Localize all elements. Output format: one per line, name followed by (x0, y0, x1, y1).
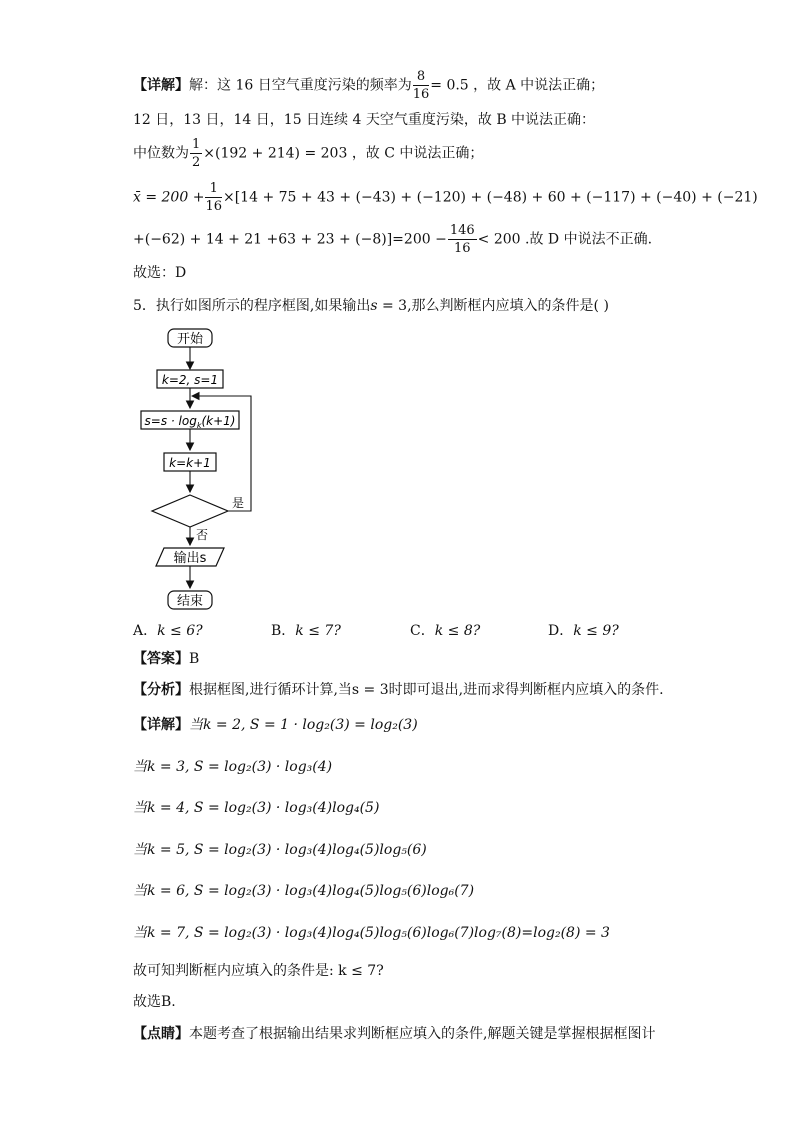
start-label: 开始 (176, 332, 204, 347)
option-b[interactable]: B．k ≤ 7? (271, 623, 341, 639)
fraction: $\frac{1}{16}$ (205, 181, 222, 214)
detail-conclusion: 故可知判断框内应填入的条件是: k ≤ 7? (133, 963, 384, 979)
text: = 0.5 ，故 A 中说法正确； (430, 77, 605, 94)
option-c[interactable]: C．k ≤ 8? (410, 623, 481, 639)
detail-step-k2: 【详解】当k = 2, S = 1 · log₂(3) = log₂(3) (133, 717, 418, 733)
fraction: $\frac{1}{2}$ (192, 137, 201, 170)
detail-step-k3: 当k = 3, S = log₂(3) · log₃(4) (133, 759, 333, 775)
output-label: 输出s (173, 551, 207, 566)
detail-line-mean-2: +(−62) + 14 + 21 +63 + 23 + (−8)]=200 − $\frac{146}{16}$ < 200 .故 D 中说法不正确. (133, 223, 653, 256)
detail-step-k5: 当k = 5, S = log₂(3) · log₃(4)log₄(5)log₅(6) (133, 842, 427, 858)
detail-step-k6: 当k = 6, S = log₂(3) · log₃(4)log₄(5)log₅(6)log₆(7) (133, 883, 475, 899)
option-a[interactable]: A．k ≤ 6? (133, 623, 203, 639)
fraction: $\frac{146}{16}$ (449, 223, 475, 256)
yes-label: 是 (232, 496, 245, 510)
answer-line: 【答案】B (133, 651, 200, 667)
comment-line: 【点睛】本题考查了根据输出结果求判断框应填入的条件,解题关键是掌握根据框图计 (133, 1026, 656, 1042)
detail-step-k4: 当k = 4, S = log₂(3) · log₃(4)log₄(5) (133, 800, 380, 816)
end-label: 结束 (176, 594, 204, 609)
decision-diamond (152, 495, 228, 527)
detail-line-frequency (133, 70, 604, 101)
no-label: 否 (196, 528, 209, 542)
choose-line-d: 故选：D (133, 265, 187, 281)
text: 解：这 16 日空气重度污染的频率为 (189, 77, 412, 94)
init-label: k=2, s=1 (161, 373, 219, 387)
increment-label: k=k+1 (169, 456, 211, 470)
option-d[interactable]: D．k ≤ 9? (548, 623, 619, 639)
assign-label: $s=s \cdot \log_k(k+1)$ (144, 414, 236, 430)
detail-line-mean-1: x̄ = 200 + $\frac{1}{16}$ ×[14 + 75 + 43 + (−43) + (−120) + (−48) + 60 + (−117) + (−40) + (−21) (133, 181, 758, 214)
fraction: $\frac{8}{16}$ (412, 69, 430, 102)
detail-line-consecutive: 12 日，13 日，14 日，15 日连续 4 天空气重度污染，故 B 中说法正确： (133, 112, 596, 128)
analysis-line: 【分析】根据框图,进行循环计算,当s = 3时即可退出,进而求得判断框内应填入的条件. (133, 682, 664, 698)
detail-choose: 故选B. (133, 994, 176, 1010)
detail-step-k7: 当k = 7, S = log₂(3) · log₃(4)log₄(5)log₅(6)log₆(7)log₇(8)=log₂(8) = 3 (133, 925, 610, 941)
question-5: 5．执行如图所示的程序框图,如果输出s = 3,那么判断框内应填入的条件是( ) (133, 298, 609, 314)
flowchart (140, 325, 280, 615)
detail-tag: 【详解】 (133, 77, 189, 94)
detail-line-median: 中位数为 $\frac{1}{2}$ ×(192 + 214) = 203 ，故 C 中说法正确； (133, 137, 484, 170)
